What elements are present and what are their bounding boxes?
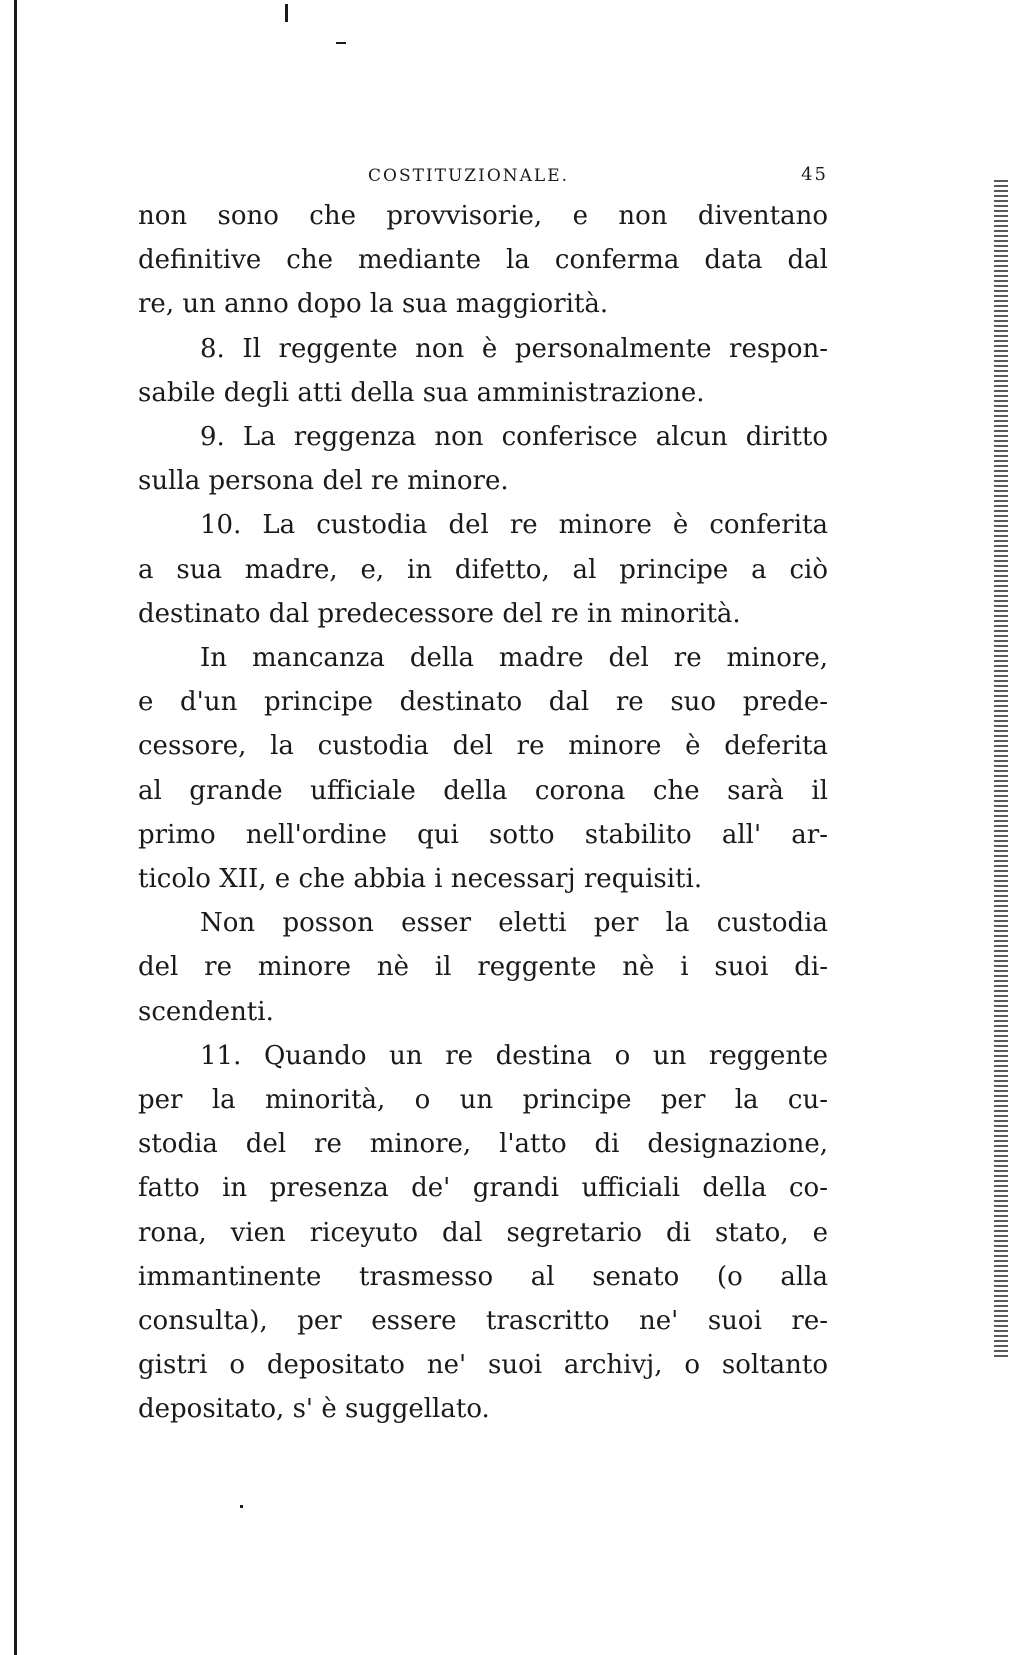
text-line: 10. La custodia del re minore è conferita: [200, 510, 828, 541]
text-line: a sua madre, e, in difetto, al principe a ciò: [138, 554, 828, 585]
text-line: destinato dal predecessore del re in minorità.: [138, 598, 741, 629]
scan-mark-dot: [240, 1505, 243, 1508]
text-line: re, un anno dopo la sua maggiorità.: [138, 289, 609, 320]
text-line: al grande ufficiale della corona che sarà il: [138, 775, 828, 806]
text-line: In mancanza della madre del re minore,: [200, 643, 828, 674]
page-edge-left: [14, 0, 17, 1655]
text-line: Non posson esser eletti per la custodia: [200, 908, 828, 939]
text-line: definitive che mediante la conferma data dal: [138, 245, 828, 276]
text-line: del re minore nè il reggente nè i suoi di-: [138, 952, 828, 983]
text-line: cessore, la custodia del re minore è deferita: [138, 731, 828, 762]
text-line: stodia del re minore, l'atto di designazione,: [138, 1129, 828, 1160]
book-page: [138, 160, 828, 1432]
scan-mark-dash: [336, 42, 346, 44]
body-text: [138, 194, 828, 1432]
text-line: e d'un principe destinato dal re suo prede-: [138, 687, 828, 718]
text-line: consulta), per essere trascritto ne' suoi re-: [138, 1306, 828, 1337]
page-number: 45: [801, 164, 828, 185]
running-head: [138, 160, 828, 194]
text-line: per la minorità, o un principe per la cu-: [138, 1085, 828, 1116]
text-line: 11. Quando un re destina o un reggente: [200, 1040, 828, 1071]
text-line: fatto in presenza de' grandi ufficiali della co-: [138, 1173, 828, 1204]
running-title: COSTITUZIONALE.: [368, 166, 570, 186]
text-line: non sono che provvisorie, e non diventano: [138, 201, 828, 231]
scan-mark-top: [285, 4, 288, 22]
text-line: sulla persona del re minore.: [138, 466, 509, 497]
text-line: 9. La reggenza non conferisce alcun diritto: [200, 422, 828, 453]
text-line: rona, vien riceyuto dal segretario di stato, e: [138, 1217, 828, 1248]
page-edge-right: [994, 180, 1008, 1360]
text-line: sabile degli atti della sua amministrazione.: [138, 377, 705, 408]
text-line: primo nell'ordine qui sotto stabilito all' ar-: [138, 819, 828, 850]
text-line: ticolo XII, e che abbia i necessarj requisiti.: [138, 864, 703, 895]
text-line: 8. Il reggente non è personalmente respon-: [200, 333, 828, 364]
text-line: gistri o depositato ne' suoi archivj, o soltanto: [138, 1350, 828, 1381]
text-line: scendenti.: [138, 996, 274, 1027]
text-line: depositato, s' è suggellato.: [138, 1394, 490, 1425]
text-line: immantinente trasmesso al senato (o alla: [138, 1261, 828, 1292]
